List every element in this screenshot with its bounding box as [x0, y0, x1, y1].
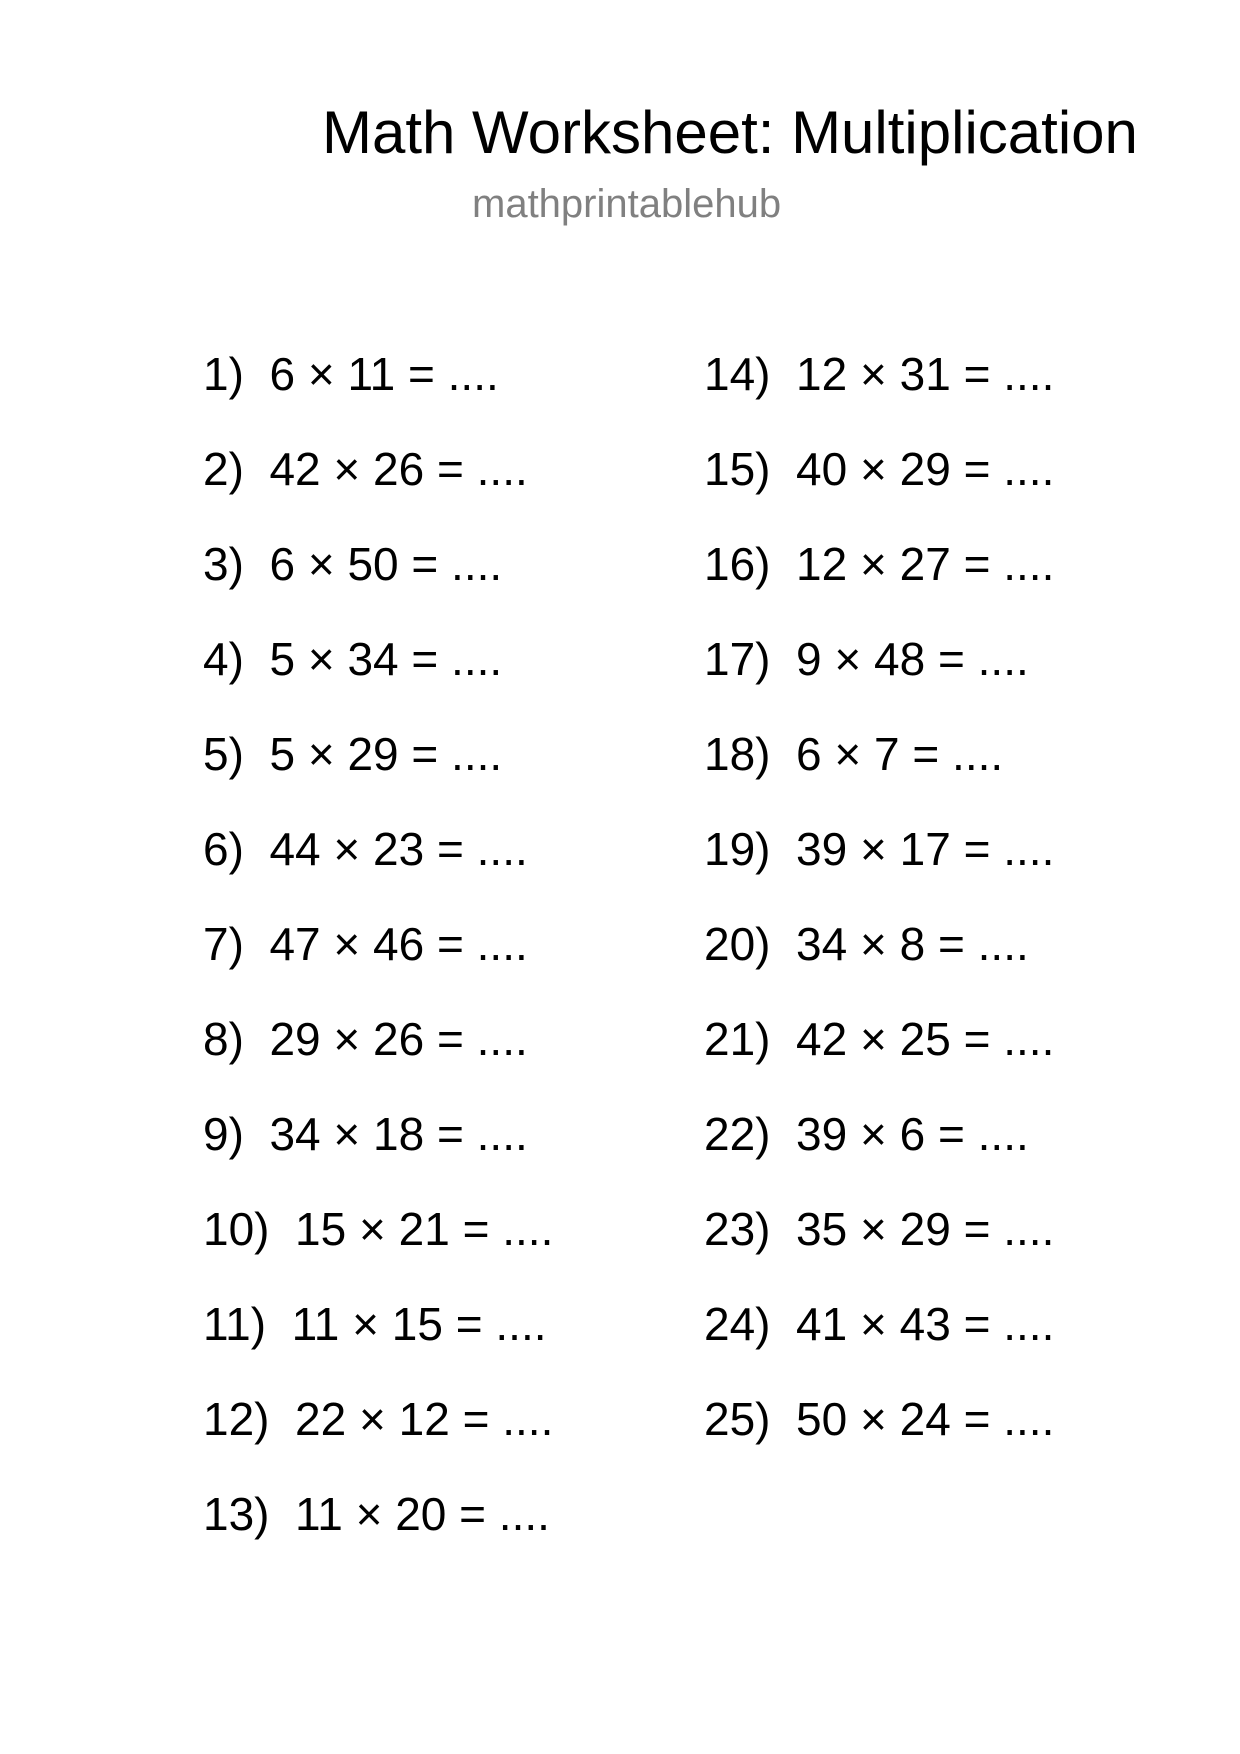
- problem-21: 21) 42 × 25 = ....: [704, 1013, 1055, 1065]
- problem-6: 6) 44 × 23 = ....: [203, 823, 528, 875]
- problem-5: 5) 5 × 29 = ....: [203, 728, 503, 780]
- problem-9: 9) 34 × 18 = ....: [203, 1108, 528, 1160]
- problem-8: 8) 29 × 26 = ....: [203, 1013, 528, 1065]
- problem-7: 7) 47 × 46 = ....: [203, 918, 528, 970]
- problem-4: 4) 5 × 34 = ....: [203, 633, 503, 685]
- problem-24: 24) 41 × 43 = ....: [704, 1298, 1055, 1350]
- problem-12: 12) 22 × 12 = ....: [203, 1393, 554, 1445]
- problem-1: 1) 6 × 11 = ....: [203, 348, 499, 400]
- problem-18: 18) 6 × 7 = ....: [704, 728, 1004, 780]
- problem-11: 11) 11 × 15 = ....: [203, 1298, 547, 1350]
- problem-19: 19) 39 × 17 = ....: [704, 823, 1055, 875]
- problem-13: 13) 11 × 20 = ....: [203, 1488, 550, 1540]
- problem-10: 10) 15 × 21 = ....: [203, 1203, 554, 1255]
- problem-22: 22) 39 × 6 = ....: [704, 1108, 1029, 1160]
- problem-14: 14) 12 × 31 = ....: [704, 348, 1055, 400]
- problem-17: 17) 9 × 48 = ....: [704, 633, 1029, 685]
- problem-3: 3) 6 × 50 = ....: [203, 538, 503, 590]
- problem-16: 16) 12 × 27 = ....: [704, 538, 1055, 590]
- worksheet-title: Math Worksheet: Multiplication: [322, 99, 1138, 166]
- problem-25: 25) 50 × 24 = ....: [704, 1393, 1055, 1445]
- problem-15: 15) 40 × 29 = ....: [704, 443, 1055, 495]
- worksheet-source: mathprintablehub: [472, 182, 782, 226]
- problem-2: 2) 42 × 26 = ....: [203, 443, 528, 495]
- problem-20: 20) 34 × 8 = ....: [704, 918, 1029, 970]
- problem-23: 23) 35 × 29 = ....: [704, 1203, 1055, 1255]
